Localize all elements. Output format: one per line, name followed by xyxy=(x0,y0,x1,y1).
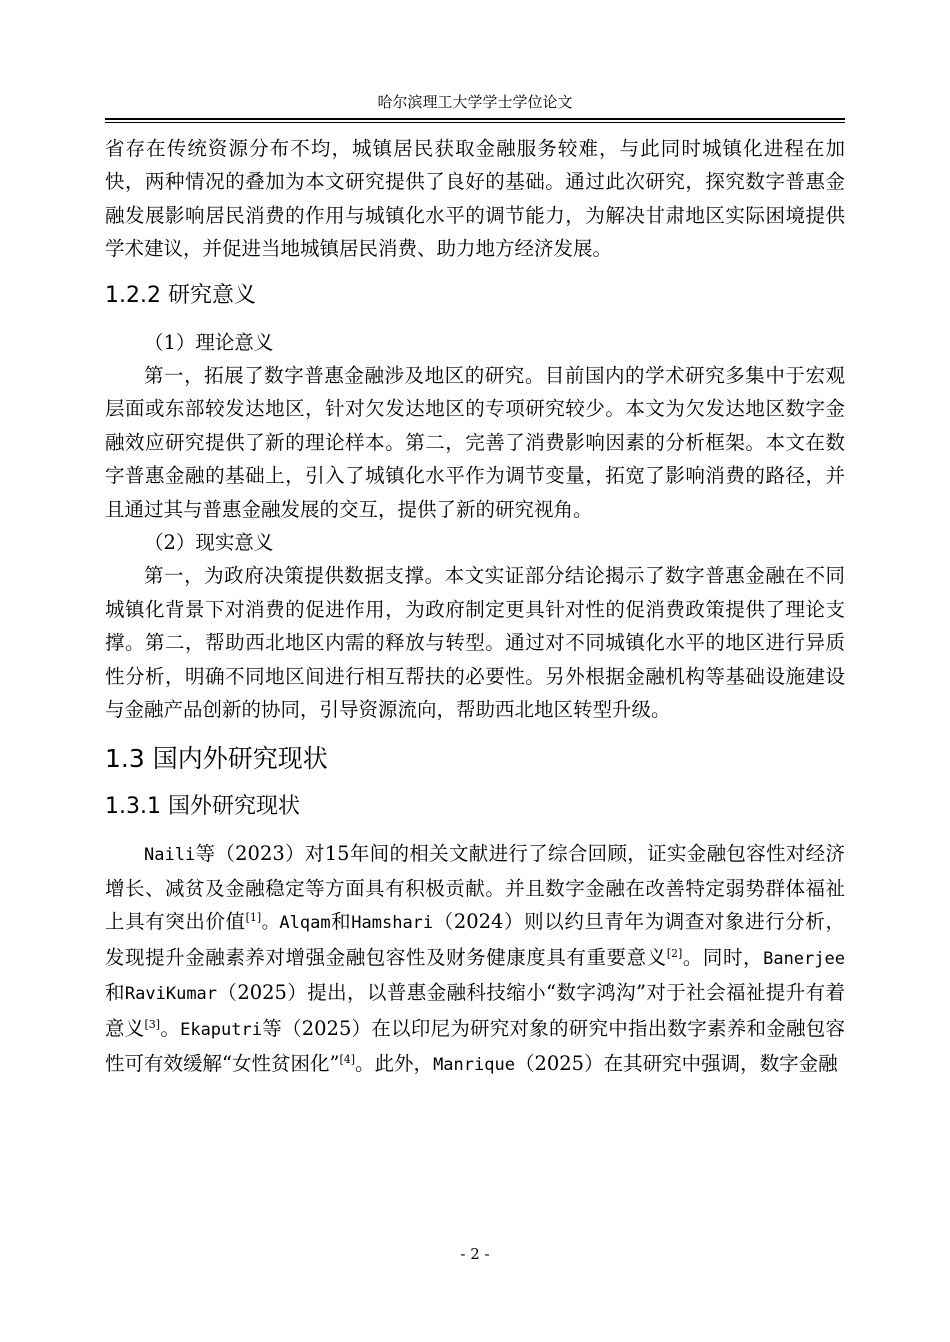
list-item-practice: （2）现实意义 xyxy=(144,531,274,555)
paragraph-literature xyxy=(105,837,845,1083)
section-heading-1-3-1: 1.3.1 国外研究现状 xyxy=(105,793,300,819)
text-run: 。同时， xyxy=(682,945,764,969)
author-name: RaviKumar xyxy=(124,984,218,1005)
text-run: 。此外， xyxy=(355,1051,434,1075)
header-rule-thin xyxy=(105,122,845,123)
text-run: （2025）在其研究中强调，数字金融 xyxy=(514,1051,838,1075)
header-rule xyxy=(105,118,845,120)
paragraph-intro: 省存在传统资源分布不均，城镇居民获取金融服务较难，与此同时城镇化进程在加快，两种情况的叠加为本文研究提供了良好的基础。通过此次研究，探究数字普惠金融发展影响居民消费的作用与城镇化水平的调节能力，为解决甘肃地区实际困境提供学术建议，并促进当地城镇居民消费、助力地方经济发展。 xyxy=(105,137,845,261)
text-run: 。 xyxy=(160,1016,181,1040)
text-run: 和 xyxy=(105,981,125,1005)
section-heading-1-2-2: 1.2.2 研究意义 xyxy=(105,282,256,308)
paragraph-theory: 第一，拓展了数字普惠金融涉及地区的研究。目前国内的学术研究多集中于宏观层面或东部较发达地区，针对欠发达地区的专项研究较少。本文为欠发达地区数字金融效应研究提供了新的理论样本。第二，完善了消费影响因素的分析框架。本文在数字普惠金融的基础上，引入了城镇化水平作为调节变量，拓宽了影响消费的路径，并且通过其与普惠金融发展的交互，提供了新的研究视角。 xyxy=(105,364,845,521)
author-name: Ekaputri xyxy=(180,1019,262,1040)
text-run: （2024）则以约旦青年为调查对象进行分析，发现提升金融素养对增强金融包容性及财务健康度具有重要意义 xyxy=(105,910,845,969)
text-run: 和 xyxy=(330,910,352,934)
body-text xyxy=(105,132,845,1082)
citation-ref[interactable]: [3] xyxy=(144,1017,161,1031)
list-item-theory: （1）理论意义 xyxy=(144,330,274,354)
page-number: - 2 - xyxy=(460,1245,490,1263)
text-run: 。Alqam xyxy=(261,913,331,934)
section-heading-1-3: 1.3 国内外研究现状 xyxy=(105,743,328,773)
paragraph-practice: 第一，为政府决策提供数据支撑。本文实证部分结论揭示了数字普惠金融在不同城镇化背景下对消费的促进作用，为政府制定更具针对性的促消费政策提供了理论支撑。第二，帮助西北地区内需的释放与转型。通过对不同城镇化水平的地区进行异质性分析，明确不同地区间进行相互帮扶的必要性。另外根据金融机构等基础设施建设与金融产品创新的协同，引导资源流向，帮助西北地区转型升级。 xyxy=(105,564,845,722)
text-run: （2025）提出，以普惠金融科技缩小“数字鸿沟”对于社会福祉提升有着意义 xyxy=(105,981,845,1040)
text-run: 等（2023）对15年间的相关文献进行了综合回顾，证实金融包容性对经济增长、减贫及金融稳定等方面具有积极贡献。并且数字金融在改善特定弱势群体福祉上具有突出价值 xyxy=(105,841,845,934)
author-name: Hamshari xyxy=(351,913,434,934)
author-name: Naili xyxy=(144,844,196,865)
author-name: Manrique xyxy=(433,1054,515,1075)
citation-ref[interactable]: [1] xyxy=(245,911,262,925)
citation-ref[interactable]: [2] xyxy=(666,946,683,960)
text-run: 等（2025）在以印尼为研究对象的研究中指出数字素养和金融包容性可有效缓解“女性贫困化” xyxy=(105,1016,845,1075)
author-name: Banerjee xyxy=(763,948,845,969)
running-header: 哈尔滨理工大学学士学位论文 xyxy=(377,93,573,111)
citation-ref[interactable]: [4] xyxy=(339,1052,356,1066)
